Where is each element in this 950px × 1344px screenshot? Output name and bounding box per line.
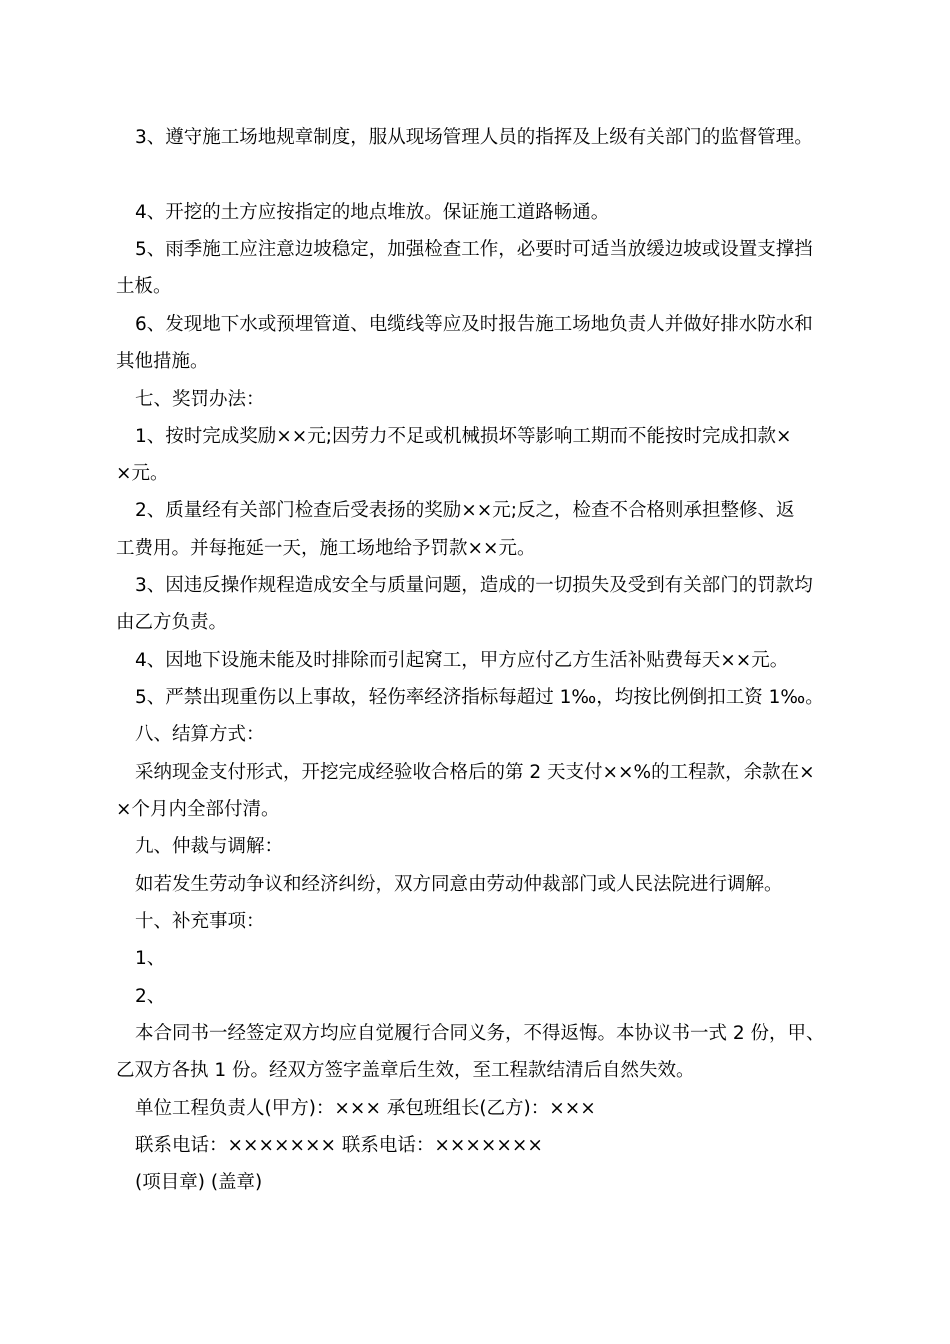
section-7-heading: 七、奖罚办法： xyxy=(135,389,265,410)
clause-6-5: 5、雨季施工应注意边坡稳定，加强检查工作，必要时可适当放缓边坡或设置支撑挡 xyxy=(135,239,813,260)
clause-7-3-cont: 由乙方负责。 xyxy=(116,612,228,633)
clause-7-1-cont: ×元。 xyxy=(116,463,169,484)
closing-paragraph: 本合同书一经签定双方均应自觉履行合同义务，不得返悔。本协议书一式 2 份，甲、 xyxy=(135,1023,825,1044)
clause-6-3: 3、遵守施工场地规章制度，服从现场管理人员的指挥及上级有关部门的监督管理。 xyxy=(135,127,813,148)
clause-7-2: 2、质量经有关部门检查后受表扬的奖励××元;反之，检查不合格则承担整修、返 xyxy=(135,500,795,521)
clause-6-5-cont: 土板。 xyxy=(116,276,172,297)
supplement-item-1: 1、 xyxy=(135,948,166,969)
clause-6-6: 6、发现地下水或预埋管道、电缆线等应及时报告施工场地负责人并做好排水防水和 xyxy=(135,314,813,335)
settlement-text-cont: ×个月内全部付清。 xyxy=(116,799,280,820)
clause-6-6-cont: 其他措施。 xyxy=(116,351,209,372)
seal-line: (项目章) (盖章) xyxy=(135,1172,263,1193)
signatories-line: 单位工程负责人(甲方)：××× 承包班组长(乙方)：××× xyxy=(135,1098,596,1119)
clause-6-4: 4、开挖的土方应按指定的地点堆放。保证施工道路畅通。 xyxy=(135,202,610,223)
clause-7-2-cont: 工费用。并每拖延一天，施工场地给予罚款××元。 xyxy=(116,538,536,559)
section-8-heading: 八、结算方式： xyxy=(135,724,265,745)
section-9-heading: 九、仲裁与调解： xyxy=(135,836,284,857)
settlement-text: 采纳现金支付形式，开挖完成经验收合格后的第 2 天支付××%的工程款，余款在× xyxy=(135,762,815,783)
arbitration-text: 如若发生劳动争议和经济纠纷，双方同意由劳动仲裁部门或人民法院进行调解。 xyxy=(135,874,783,895)
supplement-item-2: 2、 xyxy=(135,986,166,1007)
section-10-heading: 十、补充事项： xyxy=(135,911,265,932)
clause-7-5: 5、严禁出现重伤以上事故，轻伤率经济指标每超过 1‰，均按比例倒扣工资 1‰。 xyxy=(135,687,824,708)
contact-phone-line: 联系电话：××××××× 联系电话：××××××× xyxy=(135,1135,543,1156)
clause-7-1: 1、按时完成奖励××元;因劳力不足或机械损坏等影响工期而不能按时完成扣款× xyxy=(135,426,792,447)
clause-7-4: 4、因地下设施未能及时排除而引起窝工，甲方应付乙方生活补贴费每天××元。 xyxy=(135,650,789,671)
clause-7-3: 3、因违反操作规程造成安全与质量问题，造成的一切损失及受到有关部门的罚款均 xyxy=(135,575,813,596)
closing-paragraph-cont: 乙双方各执 1 份。经双方签字盖章后生效，至工程款结清后自然失效。 xyxy=(116,1060,695,1081)
